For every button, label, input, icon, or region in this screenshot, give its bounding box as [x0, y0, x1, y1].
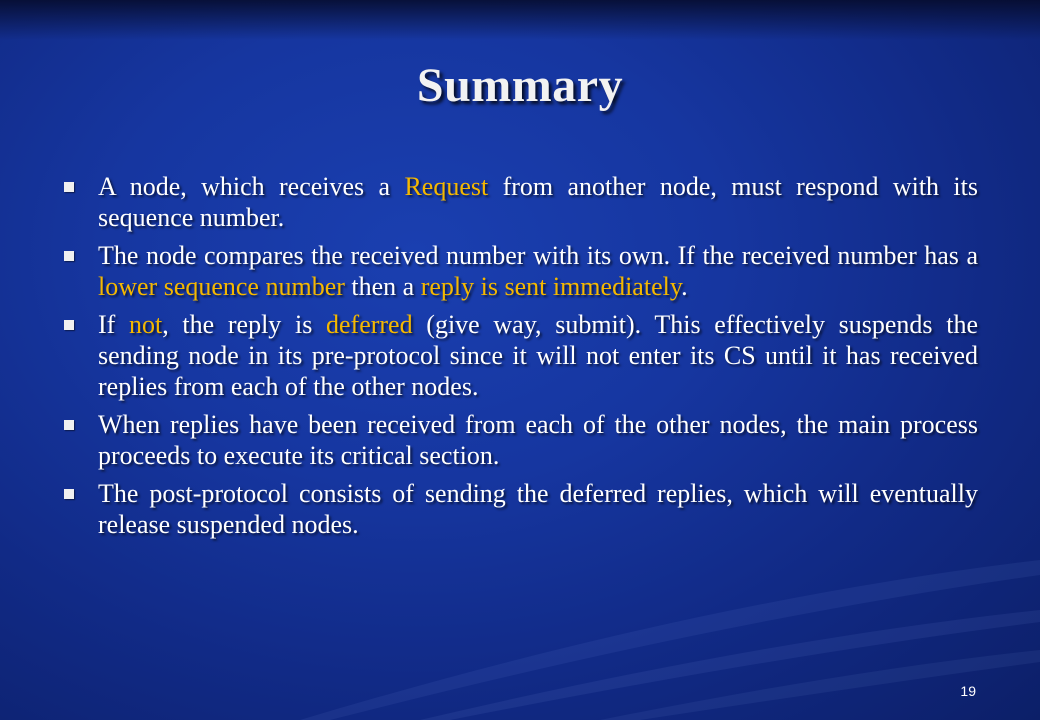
square-bullet-icon: [64, 251, 74, 261]
bullet-text: [98, 479, 978, 539]
text-segment: from another node, must respond with its sequence number.: [98, 172, 978, 232]
highlighted-text-segment: deferred: [326, 310, 413, 339]
text-segment: A node, which receives a: [98, 172, 405, 201]
bullet-text: [98, 241, 978, 301]
bullet-item: [62, 171, 978, 233]
bullet-text: [98, 310, 978, 401]
square-bullet-icon: [64, 489, 74, 499]
bullet-item: [62, 309, 978, 402]
highlighted-text-segment: Request: [404, 172, 489, 201]
highlighted-text-segment: lower sequence number: [98, 272, 345, 301]
bullet-text: [98, 410, 978, 470]
text-segment: If: [98, 310, 129, 339]
bullet-list: [62, 171, 978, 547]
bullet-item: [62, 409, 978, 471]
bullet-item: [62, 240, 978, 302]
bullet-text: [98, 172, 978, 232]
highlighted-text-segment: not: [129, 310, 163, 339]
square-bullet-icon: [64, 420, 74, 430]
square-bullet-icon: [64, 320, 74, 330]
text-segment: (give way, submit). This effectively suspends the sending node in its pre-protocol since it will not enter its CS until it has received replies from each of the other nodes.: [98, 310, 978, 401]
bullet-item: [62, 478, 978, 540]
text-segment: The post-protocol consists of sending the deferred replies, which will eventually release suspended nodes.: [98, 479, 978, 539]
highlighted-text-segment: reply is sent immediately: [420, 272, 682, 301]
slide-title: Summary: [416, 59, 624, 112]
text-segment: When replies have been received from each of the other nodes, the main process proceeds to execute its critical section.: [98, 410, 978, 470]
page-number: 19: [960, 683, 976, 699]
text-segment: , the reply is: [162, 310, 326, 339]
square-bullet-icon: [64, 182, 74, 192]
text-segment: then a: [344, 272, 421, 301]
text-segment: The node compares the received number with its own. If the received number has a: [98, 241, 978, 270]
text-segment: .: [681, 272, 688, 301]
